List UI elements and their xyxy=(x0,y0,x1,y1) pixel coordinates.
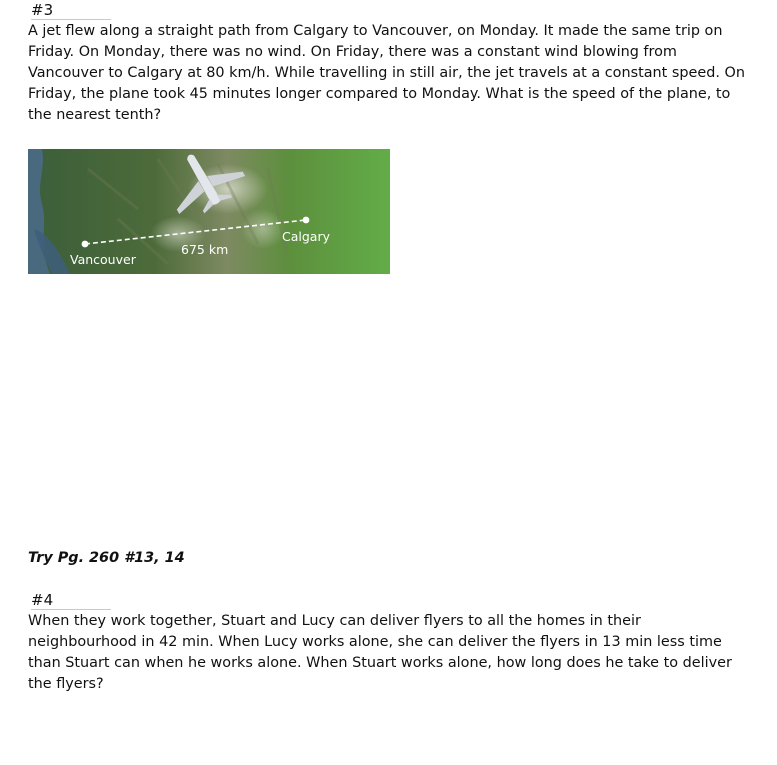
vancouver-marker xyxy=(82,241,89,248)
practice-reference: Try Pg. 260 #13, 14 xyxy=(28,550,185,566)
distance-label: 675 km xyxy=(181,242,229,257)
calgary-label: Calgary xyxy=(282,229,330,244)
problem-4-text: When they work together, Stuart and Lucy can deliver flyers to all the homes in their neighbourhood in 42 min. When Lucy works alone, she can deliver the flyers in 13 min less time than Stuart can when he works alone. When Stuart works alone, how long does he take to deliver the flyers? xyxy=(28,613,732,692)
vancouver-label: Vancouver xyxy=(70,252,136,267)
problem-3-text: A jet flew along a straight path from Calgary to Vancouver, on Monday. It made the same trip on Friday. On Monday, there was no wind. On Friday, there was a constant wind blowing from Vancouver to Calgary at 80 km/h. While travelling in still air, the jet travels at a constant speed. On Friday, the plane took 45 minutes longer compared to Monday. What is the speed of the plane, to the nearest tenth? xyxy=(28,23,745,123)
problem-3-number: #3 xyxy=(31,1,111,20)
calgary-marker xyxy=(303,217,310,224)
calgary-vancouver-map xyxy=(28,149,390,274)
problem-4-number: #4 xyxy=(31,591,111,610)
